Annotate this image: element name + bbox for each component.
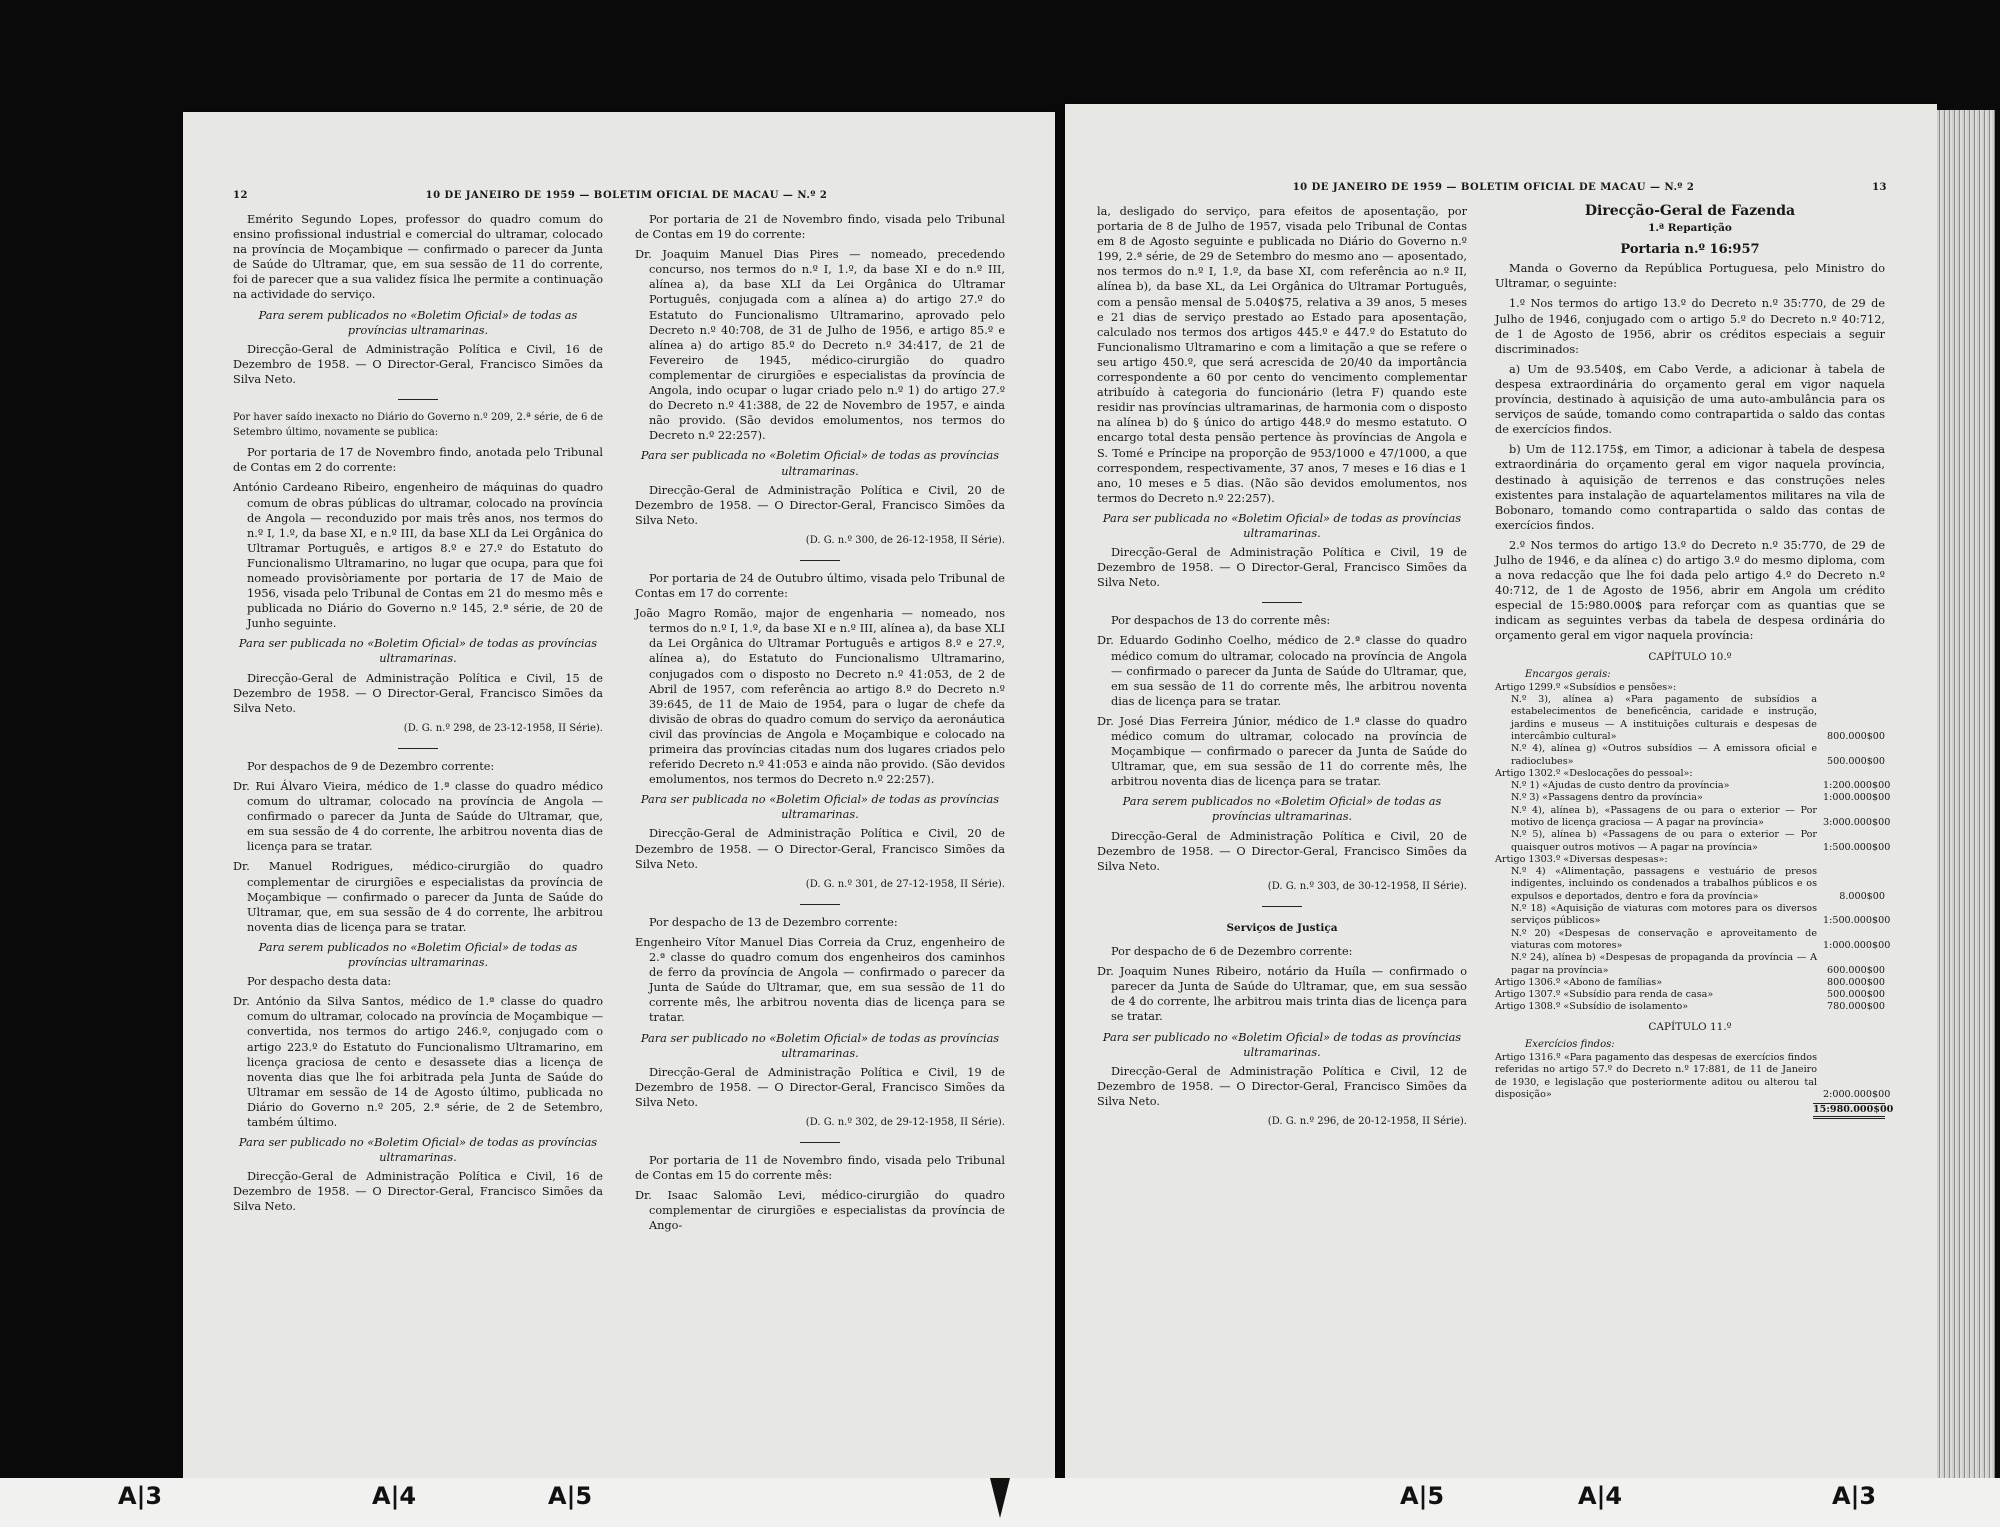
budget-row xyxy=(1495,854,1885,866)
chapter-heading: CAPÍTULO 10.º xyxy=(1648,650,1732,663)
publication-note: Para serem publicados no «Boletim Oficial» de todas as províncias ultramarinas. xyxy=(258,308,578,337)
paragraph: Por despachos de 9 de Dezembro corrente: xyxy=(247,759,495,773)
budget-row xyxy=(1495,682,1885,694)
fazenda-section xyxy=(1495,204,1885,682)
budget-item-amount: 800.000$00 xyxy=(1827,976,1885,988)
budget-total: 15:980.000$00 xyxy=(1813,1103,1885,1119)
budget-item-label: Artigo 1303.º «Diversas despesas»: xyxy=(1495,853,1668,865)
gazette-reference: (D. G. n.º 302, de 29-12-1958, II Série). xyxy=(805,1116,1005,1128)
left-column-1 xyxy=(233,212,603,1220)
gazette-reference: (D. G. n.º 303, de 30-12-1958, II Série). xyxy=(1267,880,1467,892)
budget-item-amount: 2:000.000$00 xyxy=(1823,1088,1891,1100)
gazette-reference: (D. G. n.º 296, de 20-12-1958, II Série). xyxy=(1267,1115,1467,1127)
paragraph: Por despachos de 13 do corrente mês: xyxy=(1111,614,1331,628)
footer-mark: A|5 xyxy=(1400,1482,1445,1510)
budget-row xyxy=(1495,780,1891,792)
budget-row xyxy=(1495,952,1885,977)
personnel-entry: Dr. Rui Álvaro Vieira, médico de 1.ª classe do quadro médico comum do ultramar, colocado na província de Angola — confirmado o parecer da Junta de Saúde do Ultramar, que, em sua sessão de 4 do corrente, lhe arbitrou noventa dias de licença para se tratar. xyxy=(233,780,603,854)
section-divider xyxy=(800,904,840,905)
budget-row xyxy=(1495,903,1891,928)
personnel-entry: Engenheiro Vítor Manuel Dias Correia da Cruz, engenheiro de 2.ª classe do quadro comum dos engenheiros dos caminhos de ferro da província de Angola — confirmado o parecer da Junta de Saúde do Ultramar, que, em sua sessão de 11 do corrente mês, lhe arbitrou noventa dias de licença para se tratar. xyxy=(635,935,1005,1025)
left-header-title: 10 DE JANEIRO DE 1959 — BOLETIM OFICIAL DE MACAU — N.º 2 xyxy=(425,190,828,201)
budget-row xyxy=(1495,792,1891,804)
film-notch xyxy=(990,1478,1010,1518)
personnel-entry: Dr. Manuel Rodrigues, médico-cirurgião do quadro complementar de cirurgiões e especialistas da província de Moçambique — confirmado o parecer da Junta de Saúde do Ultramar, que, em sua sessão de 4 do corrente, lhe arbitrou noventa dias de licença para se tratar. xyxy=(233,860,603,934)
budget-row xyxy=(1495,768,1885,780)
paragraph: Direcção-Geral de Administração Política e Civil, 20 de Dezembro de 1958. — O Director-Geral, Francisco Simões da Silva Neto. xyxy=(635,483,1005,527)
paragraph: Por despacho de 6 de Dezembro corrente: xyxy=(1111,945,1353,959)
paragraph: a) Um de 93.540$, em Cabo Verde, a adicionar à tabela de despesa extraordinária do orçamento geral em vigor naquela província, destinado à aquisição de uma auto-ambulância para os serviços de saúde, tomando como contrapartida o saldo das contas de exercícios findos. xyxy=(1495,362,1885,437)
budget-item-label: N.º 1) «Ajudas de custo dentro da província» xyxy=(1511,780,1730,792)
personnel-entry: António Cardeano Ribeiro, engenheiro de máquinas do quadro comum de obras públicas do ultramar, colocado na província de Angola — reconduzido por mais três anos, nos termos do n.º I, 1.º, da base XI, e n.º III, da base XLI da Lei Orgânica do Ultramar Português, e artigos 8.º e 27.º do Estatuto do Funcionalismo Ultramarino, no lugar que ocupa, para que foi nomeado provisòriamente por portaria de 17 de Maio de 1956, visada pelo Tribunal de Contas em 21 do mesmo mês e publicada no Diário do Governo n.º 145, 2.ª série, de 20 de Junho seguinte. xyxy=(233,481,603,631)
subsection-heading: 1.ª Repartição xyxy=(1648,222,1732,235)
budget-table xyxy=(1495,681,1891,1014)
right-header-title: 10 DE JANEIRO DE 1959 — BOLETIM OFICIAL DE MACAU — N.º 2 xyxy=(1292,182,1695,193)
film-footer xyxy=(0,1478,2000,1527)
right-running-header xyxy=(1115,182,1887,193)
budget-item-label: N.º 3) «Passagens dentro da província» xyxy=(1511,792,1703,804)
footer-mark: A|4 xyxy=(1578,1482,1623,1510)
paragraph: Direcção-Geral de Administração Política e Civil, 20 de Dezembro de 1958. — O Director-Geral, Francisco Simões da Silva Neto. xyxy=(635,827,1005,871)
budget-row xyxy=(1495,989,1885,1001)
budget-item-label: N.º 24), alínea b) «Despesas de propaganda da província — A pagar na província» xyxy=(1511,952,1817,976)
budget-item-amount: 8.000$00 xyxy=(1839,890,1885,902)
publication-note: Para serem publicados no «Boletim Oficial» de todas as províncias ultramarinas. xyxy=(1122,795,1442,824)
personnel-entry: Dr. José Dias Ferreira Júnior, médico de 1.ª classe do quadro médico comum do ultramar, colocado na província de Moçambique — confirmado o parecer da Junta de Saúde do Ultramar, que, em sua sessão de 11 do corrente mês, lhe arbitrou noventa dias de licença para se tratar. xyxy=(1097,714,1467,789)
budget-item-amount: 1:500.000$00 xyxy=(1823,915,1891,927)
paragraph: Direcção-Geral de Administração Política e Civil, 19 de Dezembro de 1958. — O Director-Geral, Francisco Simões da Silva Neto. xyxy=(635,1065,1005,1109)
budget-item-label: N.º 5), alínea b) «Passagens de ou para o exterior — Por quaisquer outros motivos — A pagar na província» xyxy=(1511,829,1817,853)
paragraph: Por portaria de 24 de Outubro último, visada pelo Tribunal de Contas em 17 do corrente: xyxy=(635,571,1005,601)
budget-item-amount: 1:200.000$00 xyxy=(1823,780,1891,792)
paragraph: Direcção-Geral de Administração Política e Civil, 16 de Dezembro de 1958. — O Director-Geral, Francisco Simões da Silva Neto. xyxy=(233,342,603,386)
budget-group-label: Encargos gerais: xyxy=(1525,668,1611,680)
section-heading: Direcção-Geral de Fazenda xyxy=(1584,203,1796,219)
left-column-2 xyxy=(635,212,1005,1239)
publication-note: Para ser publicado no «Boletim Oficial» de todas as províncias ultramarinas. xyxy=(1102,1030,1462,1059)
left-page-number: 12 xyxy=(233,190,248,201)
footer-mark: A|3 xyxy=(118,1482,163,1510)
budget-item-label: Artigo 1299.º «Subsídios e pensões»: xyxy=(1495,681,1677,693)
publication-note: Para ser publicado no «Boletim Oficial» de todas as províncias ultramarinas. xyxy=(238,1136,598,1165)
budget-item-label: N.º 4) «Alimentação, passagens e vestuário de presos indigentes, incluindo os condenados a trabalhos públicos e os expulsos e deportados, dentro e fora da província» xyxy=(1511,866,1817,902)
personnel-entry: Dr. Joaquim Manuel Dias Pires — nomeado, precedendo concurso, nos termos do n.º I, 1.º, da base XI e do n.º III, alínea a), da base XLI da Lei Orgânica do Ultramar Português, conjugada com a alínea a) do artigo 27.º do Estatuto do Funcionalismo Ultramarino, aprovado pelo Decreto n.º 40:708, de 31 de Julho de 1956, e artigo 85.º e alínea a) do artigo 85.º do Decreto n.º 34:417, de 21 de Fevereiro de 1945, médico-cirurgião do quadro complementar de cirurgiões e especialistas da província de Angola, indo ocupar o lugar criado pelo n.º 1) do artigo 27.º do Decreto n.º 41:388, de 22 de Novembro de 1957, e ainda não provido. (São devidos emolumentos, nos termos do Decreto n.º 22:257). xyxy=(635,248,1005,443)
personnel-entry: João Magro Romão, major de engenharia — nomeado, nos termos do n.º I, 1.º, da base XI e n.º III, alínea a), da base XLI da Lei Orgânica do Ultramar Português e artigos 8.º e 27.º, alínea a), do Estatuto do Funcionalismo Ultramarino, conjugados com o disposto no Decreto n.º 41:053, de 2 de Abril de 1957, com referência ao artigo 8.º do Decreto n.º 39:645, de 11 de Maio de 1954, para o lugar de chefe da divisão de obras do quadro comum do serviço da aeronáutica civil das províncias de Angola e Moçambique e colocado na primeira das províncias citadas num dos lugares criados pelo referido Decreto n.º 41:053 e ainda não provido. (São devidos emolumentos, nos termos do Decreto n.º 22:257). xyxy=(635,607,1005,787)
paragraph: la, desligado do serviço, para efeitos de aposentação, por portaria de 8 de Julho de 1957, visada pelo Tribunal de Contas em 8 de Agosto seguinte e publicada no Diário do Governo n.º 199, 2.ª série, de 29 de Setembro do mesmo ano — aposentado, nos termos do n.º I, 1.º, da base XI, com referência ao n.º II, alínea b), da base XL, da Lei Orgânica do Ultramar Português, com a pensão mensal de 5.040$75, relativa a 39 anos, 5 meses e 21 dias de serviço prestado ao Estado para aposentação, calculado nos termos dos artigos 445.º e 447.º do Estatuto do Funcionalismo Ultramarino e com a limitação a que se refere o seu artigo 450.º, que será acrescida de 20/40 da importância correspondente a 60 por cento do vencimento complementar atribuído à categoria do funcionário (letra F) quando este residir nas províncias ultramarinas, de harmonia com o disposto na alínea b) do § único do artigo 448.º do mesmo estatuto. O encargo total desta pensão pertence às províncias de Angola e S. Tomé e Príncipe na proporção de 953/1000 e 47/1000, a que correspondem, respectivamente, 37 anos, 7 meses e 16 dias e 1 ano, 10 meses e 5 dias. (Não são devidos emolumentos, nos termos do Decreto n.º 22:257). xyxy=(1097,205,1467,505)
budget-row xyxy=(1495,977,1885,989)
paragraph: Direcção-Geral de Administração Política e Civil, 19 de Dezembro de 1958. — O Director-Geral, Francisco Simões da Silva Neto. xyxy=(1097,546,1467,590)
budget-item-label: N.º 3), alínea a) «Para pagamento de subsídios a estabelecimentos de beneficência, caridade e instrução, jardins e museus — A instituições culturais e despesas de intercâmbio cultural» xyxy=(1511,694,1817,742)
section-divider xyxy=(800,560,840,561)
footer-mark: A|3 xyxy=(1832,1482,1877,1510)
budget-item-label: N.º 20) «Despesas de conservação e aproveitamento de viaturas com motores» xyxy=(1511,927,1817,951)
paragraph: Direcção-Geral de Administração Política e Civil, 15 de Dezembro de 1958. — O Director-Geral, Francisco Simões da Silva Neto. xyxy=(233,671,603,715)
budget-row xyxy=(1495,694,1885,743)
footer-mark: A|4 xyxy=(372,1482,417,1510)
budget-item-label: Artigo 1308.º «Subsídio de isolamento» xyxy=(1495,1001,1689,1013)
section-divider xyxy=(398,748,438,749)
left-running-header xyxy=(233,190,1005,201)
budget-row xyxy=(1495,829,1891,854)
budget-row xyxy=(1495,743,1885,768)
section-divider xyxy=(1262,602,1302,603)
publication-note: Para ser publicada no «Boletim Oficial» de todas as províncias ultramarinas. xyxy=(238,637,598,666)
paragraph: Por portaria de 21 de Novembro findo, visada pelo Tribunal de Contas em 19 do corrente: xyxy=(635,213,1005,242)
paragraph: Por despacho desta data: xyxy=(247,975,392,989)
section-heading: Serviços de Justiça xyxy=(1226,921,1338,934)
budget-item-amount: 780.000$00 xyxy=(1827,1001,1885,1013)
right-column-1 xyxy=(1097,204,1467,1139)
paragraph: Emérito Segundo Lopes, professor do quadro comum do ensino profissional industrial e comercial do ultramar, colocado na província de Moçambique — confirmado o parecer da Junta de Saúde do Ultramar, que, em sua sessão de 11 do corrente, foi de parecer que a sua validez física lhe permite a continuação na actividade do serviço. xyxy=(233,213,603,302)
personnel-entry: Dr. Eduardo Godinho Coelho, médico de 2.ª classe do quadro médico comum do ultramar, colocado na província de Angola — confirmado o parecer da Junta de Saúde do Ultramar, que, em sua sessão de 11 do corrente mês, lhe arbitrou noventa dias de licença para se tratar. xyxy=(1097,634,1467,708)
budget-table-2 xyxy=(1495,1051,1891,1101)
paragraph: Por despacho de 13 de Dezembro corrente: xyxy=(649,915,898,929)
budget-item-label: N.º 4), alínea b), «Passagens de ou para o exterior — Por motivo de licença graciosa — A pagar na província» xyxy=(1511,804,1817,828)
budget-item-amount: 3:000.000$00 xyxy=(1823,816,1891,828)
budget-item-label: Artigo 1306.º «Abono de famílias» xyxy=(1495,976,1663,988)
paragraph: 1.º Nos termos do artigo 13.º do Decreto n.º 35:770, de 29 de Julho de 1946, conjugado com o artigo 5.º do Decreto n.º 40:712, de 1 de Agosto de 1956, abrir os créditos especiais a seguir discriminados: xyxy=(1495,297,1885,356)
budget-item-amount: 800.000$00 xyxy=(1827,730,1885,742)
book-page-edge xyxy=(1937,110,1995,1490)
publication-note: Para ser publicado no «Boletim Oficial» de todas as províncias ultramarinas. xyxy=(640,1031,1000,1060)
footer-mark: A|5 xyxy=(548,1482,593,1510)
exercicios-label: Exercícios findos: xyxy=(1525,1038,1615,1050)
paragraph: Manda o Governo da República Portuguesa, pelo Ministro do Ultramar, o seguinte: xyxy=(1495,262,1885,291)
budget-item-amount: 1:000.000$00 xyxy=(1823,939,1891,951)
personnel-entry: Dr. Isaac Salomão Levi, médico-cirurgião do quadro complementar de cirurgiões e especialistas da província de Ango- xyxy=(635,1189,1005,1233)
budget-item-amount: 500.000$00 xyxy=(1827,755,1885,767)
budget-item-label: Artigo 1316.º «Para pagamento das despesas de exercícios findos referidas no artigo 57.º do Decreto n.º 17:881, de 11 de Janeiro de 1930, e legislação que posteriormente aditou ou alterou tal disposição» xyxy=(1495,1051,1817,1100)
right-page xyxy=(1065,104,1937,1496)
left-page xyxy=(183,112,1055,1490)
paragraph: Por portaria de 17 de Novembro findo, anotada pelo Tribunal de Contas em 2 do corrente: xyxy=(233,446,603,475)
section-divider xyxy=(398,399,438,400)
right-page-number: 13 xyxy=(1872,182,1887,193)
personnel-entry: Dr. Joaquim Nunes Ribeiro, notário da Huíla — confirmado o parecer da Junta de Saúde do Ultramar, que, em sua sessão de 4 do corrente, lhe arbitrou mais trinta dias de licença para se tratar. xyxy=(1097,965,1467,1024)
section-divider xyxy=(800,1142,840,1143)
budget-row xyxy=(1495,927,1891,953)
gazette-reference: (D. G. n.º 300, de 26-12-1958, II Série). xyxy=(805,534,1005,546)
budget-row xyxy=(1495,1051,1891,1101)
errata-note: Por haver saído inexacto no Diário do Governo n.º 209, 2.ª série, de 6 de Setembro último, novamente se publica: xyxy=(233,412,603,439)
budget-item-label: N.º 18) «Aquisição de viaturas com motores para os diversos serviços públicos» xyxy=(1511,903,1817,927)
gazette-reference: (D. G. n.º 298, de 23-12-1958, II Série). xyxy=(403,722,603,734)
budget-item-amount: 600.000$00 xyxy=(1827,964,1885,976)
paragraph: 2.º Nos termos do artigo 13.º do Decreto n.º 35:770, de 29 de Julho de 1946, e da alínea c) do artigo 3.º do mesmo diploma, com a nova redacção que lhe foi dada pelo artigo 4.º do Decreto n.º 40:712, de 1 de Agosto de 1956, abrir em Angola um crédito especial de 15:980.000$ para reforçar com as quantias que se indicam as seguintes verbas da tabela de despesa ordinária do orçamento geral em vigor naquela província: xyxy=(1495,538,1885,643)
publication-note: Para ser publicada no «Boletim Oficial» de todas as províncias ultramarinas. xyxy=(640,449,1000,478)
paragraph: Por portaria de 11 de Novembro findo, visada pelo Tribunal de Contas em 15 do corrente mês: xyxy=(635,1154,1005,1183)
budget-row xyxy=(1495,1001,1885,1013)
paragraph: b) Um de 112.175$, em Timor, a adicionar à tabela de despesa extraordinária do orçamento geral em vigor naquela província, destinado à aquisição de terrenos e das construções neles existentes para instalação de aquartelamentos militares na vila de Bobonaro, tomando como contrapartida o saldo das contas de exercícios findos. xyxy=(1495,443,1885,532)
budget-item-amount: 1:500.000$00 xyxy=(1823,841,1891,853)
budget-item-amount: 1:000.000$00 xyxy=(1823,792,1891,804)
decree-title: Portaria n.º 16:957 xyxy=(1620,242,1760,258)
budget-row xyxy=(1495,804,1891,830)
chapter-11-heading: CAPÍTULO 11.º xyxy=(1648,1020,1732,1033)
budget-item-label: Artigo 1302.º «Deslocações do pessoal»: xyxy=(1495,767,1693,779)
budget-row xyxy=(1495,866,1885,903)
budget-item-label: N.º 4), alínea g) «Outros subsídios — A emissora oficial e radioclubes» xyxy=(1511,743,1817,767)
section-divider xyxy=(1262,906,1302,907)
publication-note: Para ser publicada no «Boletim Oficial» de todas as províncias ultramarinas. xyxy=(640,793,1000,822)
gazette-reference: (D. G. n.º 301, de 27-12-1958, II Série). xyxy=(805,878,1005,890)
budget-item-amount: 500.000$00 xyxy=(1827,989,1885,1001)
personnel-entry: Dr. António da Silva Santos, médico de 1.ª classe do quadro comum do ultramar, colocado na província de Moçambique — convertida, nos termos do artigo 246.º, conjugado com o artigo 223.º do Estatuto do Funcionalismo Ultramarino, em licença graciosa de cento e desassete dias a licença de noventa dias que lhe foi arbitrada pela Junta de Saúde do Ultramar em sessão de 14 de Agosto último, publicada no Diário do Governo n.º 205, 2.ª série, de 2 de Setembro, também último. xyxy=(233,995,603,1129)
budget-item-label: Artigo 1307.º «Subsídio para renda de casa» xyxy=(1495,989,1714,1001)
publication-note: Para serem publicados no «Boletim Oficial» de todas as províncias ultramarinas. xyxy=(258,940,578,970)
publication-note: Para ser publicada no «Boletim Oficial» de todas as províncias ultramarinas. xyxy=(1102,511,1462,540)
paragraph: Direcção-Geral de Administração Política e Civil, 12 de Dezembro de 1958. — O Director-Geral, Francisco Simões da Silva Neto. xyxy=(1097,1064,1467,1108)
paragraph: Direcção-Geral de Administração Política e Civil, 20 de Dezembro de 1958. — O Director-Geral, Francisco Simões da Silva Neto. xyxy=(1097,829,1467,873)
paragraph: Direcção-Geral de Administração Política e Civil, 16 de Dezembro de 1958. — O Director-Geral, Francisco Simões da Silva Neto. xyxy=(233,1170,603,1214)
right-column-2 xyxy=(1495,203,1894,1119)
